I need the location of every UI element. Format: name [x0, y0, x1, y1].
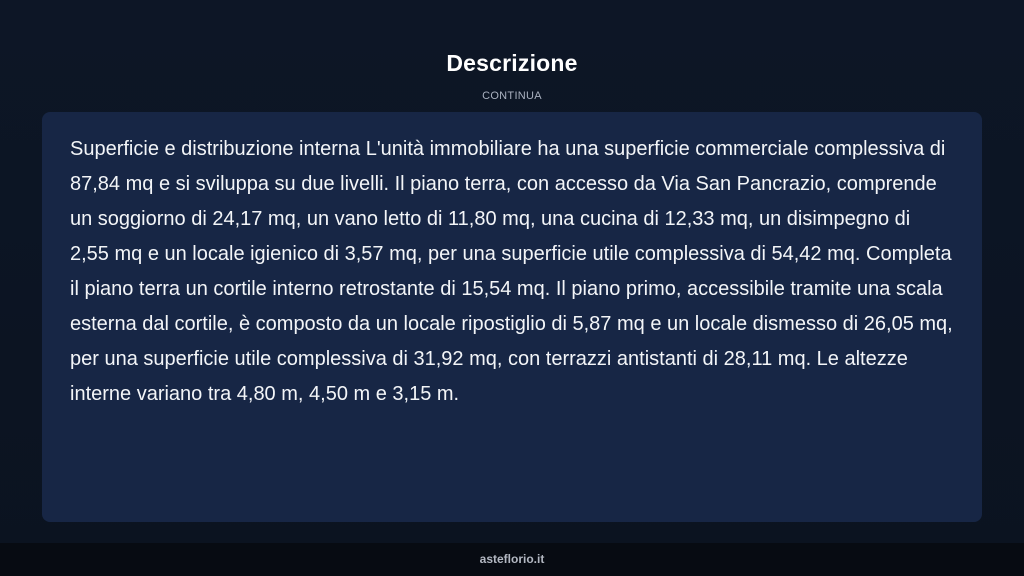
description-text: Superficie e distribuzione interna L'unità immobiliare ha una superficie commerciale complessiva di 87,84 mq e si sviluppa su due livelli. Il piano terra, con accesso da Via San Pancrazio, comprende un soggiorno di 24,17 mq, un vano letto di 11,80 mq, una cucina di 12,33 mq, un disimpegno di 2,55 mq e un locale igienico di 3,57 mq, per una superficie utile complessiva di 54,42 mq. Completa il piano terra un cortile interno retrostante di 15,54 mq. Il piano primo, accessibile tramite una scala esterna dal cortile, è composto da un locale ripostiglio di 5,87 mq e un locale dismesso di 26,05 mq, per una superficie utile complessiva di 31,92 mq, con terrazzi antistanti di 28,11 mq. Le altezze interne variano tra 4,80 m, 4,50 m e 3,15 m.	[70, 138, 953, 405]
page-subtitle: CONTINUA	[482, 90, 542, 102]
footer-bar	[0, 543, 1024, 576]
footer-site-label: asteflorio.it	[479, 552, 545, 566]
page-title: Descrizione	[446, 50, 578, 76]
description-card	[42, 112, 982, 522]
